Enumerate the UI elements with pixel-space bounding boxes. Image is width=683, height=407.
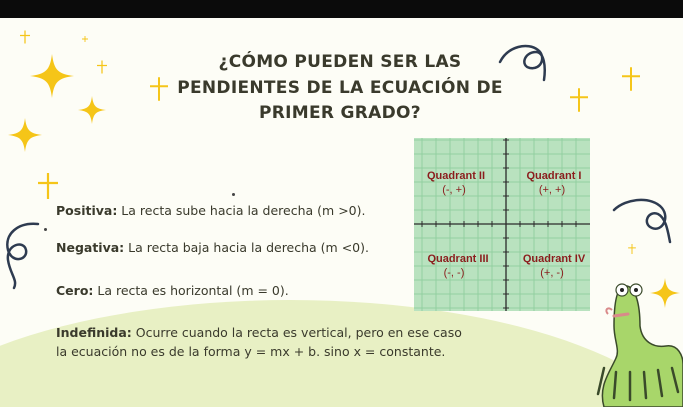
quadrant-4-label: Quadrant IV bbox=[522, 253, 586, 265]
quadrant-1-sign: (+, +) bbox=[538, 184, 566, 196]
sparkle-icon bbox=[97, 60, 107, 74]
item-term: Indefinida: bbox=[56, 325, 132, 340]
top-bar bbox=[0, 0, 683, 18]
bullet-dot bbox=[232, 193, 235, 196]
swirl-icon bbox=[0, 220, 40, 290]
sparkle-icon bbox=[622, 66, 640, 92]
quadrant-diagram bbox=[414, 138, 590, 311]
title-line-1: ¿CÓMO PUEDEN SER LAS bbox=[218, 52, 462, 72]
bullet-dot bbox=[44, 228, 47, 231]
item-desc: La recta sube hacia la derecha (m >0). bbox=[117, 203, 366, 218]
sparkle-icon bbox=[570, 88, 588, 112]
item-term: Positiva: bbox=[56, 203, 118, 218]
title-line-3: PRIMER GRADO? bbox=[259, 103, 421, 123]
item-term: Cero: bbox=[56, 283, 94, 298]
item-desc: Ocurre cuando la recta es vertical, pero en ese caso bbox=[131, 325, 462, 340]
sparkle-icon bbox=[30, 54, 74, 98]
quadrant-2-sign: (-, +) bbox=[442, 184, 466, 196]
swirl-icon bbox=[612, 196, 672, 246]
item-desc: La recta baja hacia la derecha (m <0). bbox=[124, 240, 369, 255]
quadrant-1-label: Quadrant I bbox=[526, 170, 582, 182]
quadrant-4-sign: (+, -) bbox=[540, 267, 564, 279]
item-desc: La recta es horizontal (m = 0). bbox=[93, 283, 289, 298]
item-negativa bbox=[56, 240, 369, 256]
item-cero bbox=[56, 283, 289, 299]
sparkle-icon bbox=[82, 36, 88, 42]
title-line-2: PENDIENTES DE LA ECUACIÓN DE bbox=[177, 77, 503, 98]
quadrant-svg bbox=[414, 138, 590, 311]
item-positiva bbox=[56, 203, 365, 219]
item-indefinida bbox=[56, 325, 462, 341]
sparkle-icon bbox=[38, 173, 58, 199]
quadrant-2-label: Quadrant II bbox=[426, 170, 486, 182]
sparkle-icon bbox=[20, 30, 30, 44]
item-indefinida-line2: la ecuación no es de la forma y = mx + b. sino x = constante. bbox=[56, 344, 446, 359]
sparkle-icon bbox=[8, 118, 42, 152]
monster-icon bbox=[584, 276, 683, 407]
page-title bbox=[150, 50, 530, 127]
quadrant-3-sign: (-, -) bbox=[443, 267, 465, 279]
item-term: Negativa: bbox=[56, 240, 125, 255]
sparkle-icon bbox=[78, 96, 106, 124]
quadrant-3-label: Quadrant III bbox=[427, 253, 489, 265]
